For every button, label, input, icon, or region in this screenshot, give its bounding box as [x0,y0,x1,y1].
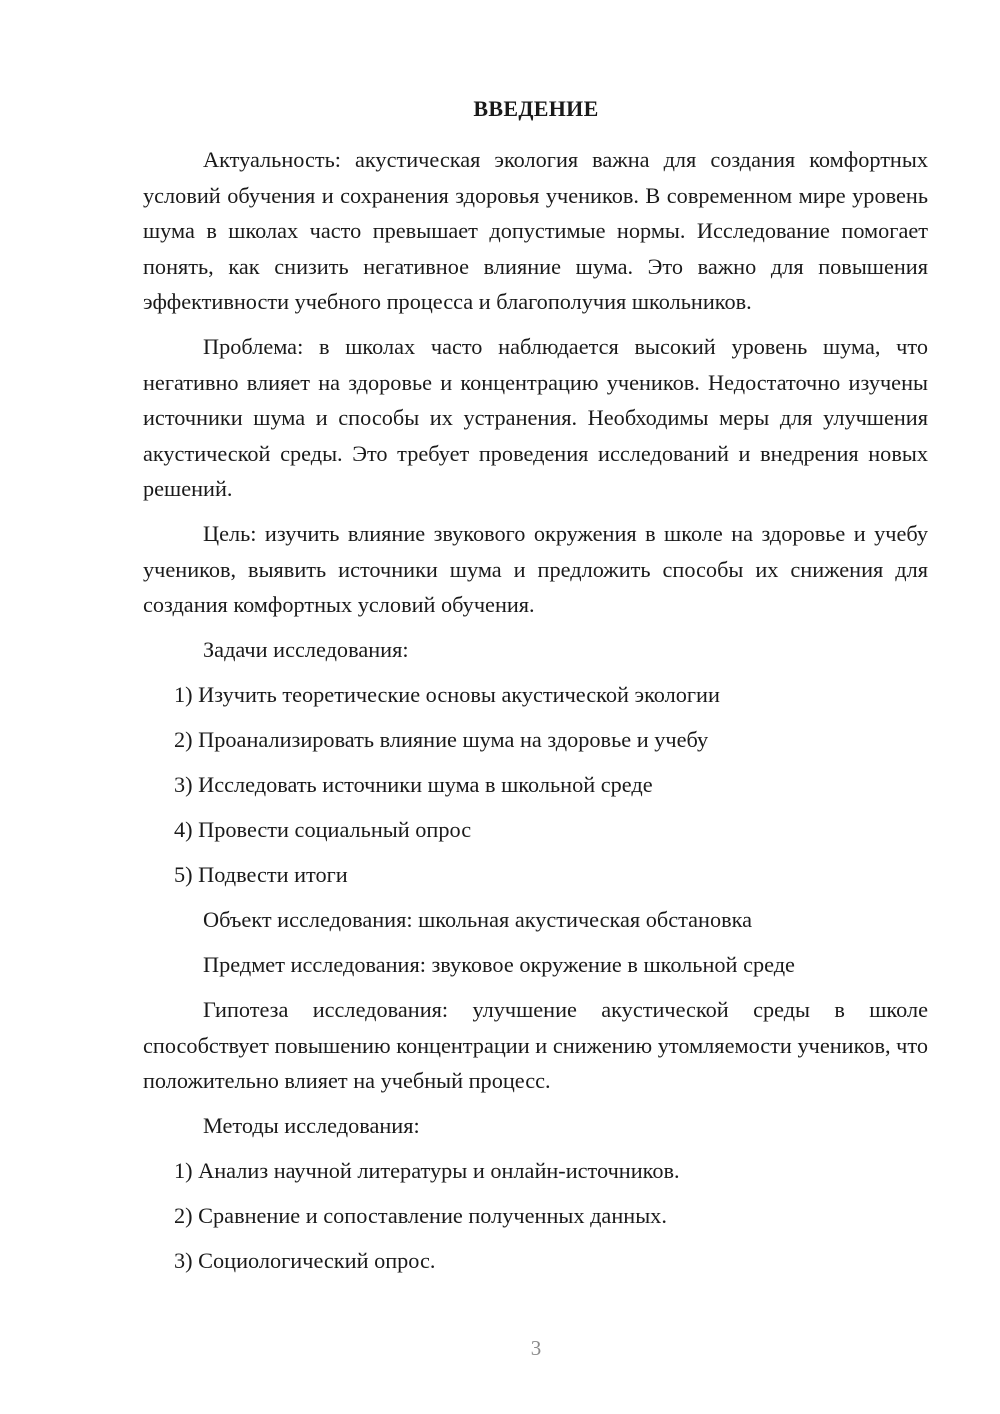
problem-paragraph: Проблема: в школах часто наблюдается высокий уровень шума, что негативно влияет на здоровье и концентрацию учеников. Недостаточно изучены источники шума и способы их устранения. Необходимы меры для улучшения акустической среды. Это требует проведения исследований и внедрения новых решений. [143,334,928,501]
tasks-list [143,677,928,893]
list-item: 1) Анализ научной литературы и онлайн-источников. [174,1158,680,1183]
subject-paragraph: Предмет исследования: звуковое окружение в школьной среде [203,952,795,977]
list-item: 5) Подвести итоги [174,862,348,887]
goal-paragraph: Цель: изучить влияние звукового окружения в школе на здоровье и учебу учеников, выявить источники шума и предложить способы их снижения для создания комфортных условий обучения. [143,521,928,617]
methods-list [143,1153,928,1279]
list-item: 1) Изучить теоретические основы акустической экологии [174,682,720,707]
hypothesis-paragraph: Гипотеза исследования: улучшение акустической среды в школе способствует повышению концентрации и снижению утомляемости учеников, что положительно влияет на учебный процесс. [143,997,928,1093]
list-item: 3) Социологический опрос. [174,1248,436,1273]
methods-heading: Методы исследования: [203,1113,420,1138]
page-content [143,142,928,1288]
relevance-paragraph: Актуальность: акустическая экология важна для создания комфортных условий обучения и сохранения здоровья учеников. В современном мире уровень шума в школах часто превышает допустимые нормы. Исследование помогает понять, как снизить негативное влияние шума. Это важно для повышения эффективности учебного процесса и благополучия школьников. [143,147,928,314]
list-item: 2) Проанализировать влияние шума на здоровье и учебу [174,727,709,752]
page-title: ВВЕДЕНИЕ [473,96,599,121]
page-number: 3 [530,1336,542,1360]
tasks-heading: Задачи исследования: [203,637,409,662]
object-paragraph: Объект исследования: школьная акустическая обстановка [203,907,753,932]
list-item: 4) Провести социальный опрос [174,817,472,842]
list-item: 3) Исследовать источники шума в школьной среде [174,772,653,797]
list-item: 2) Сравнение и сопоставление полученных данных. [174,1203,667,1228]
